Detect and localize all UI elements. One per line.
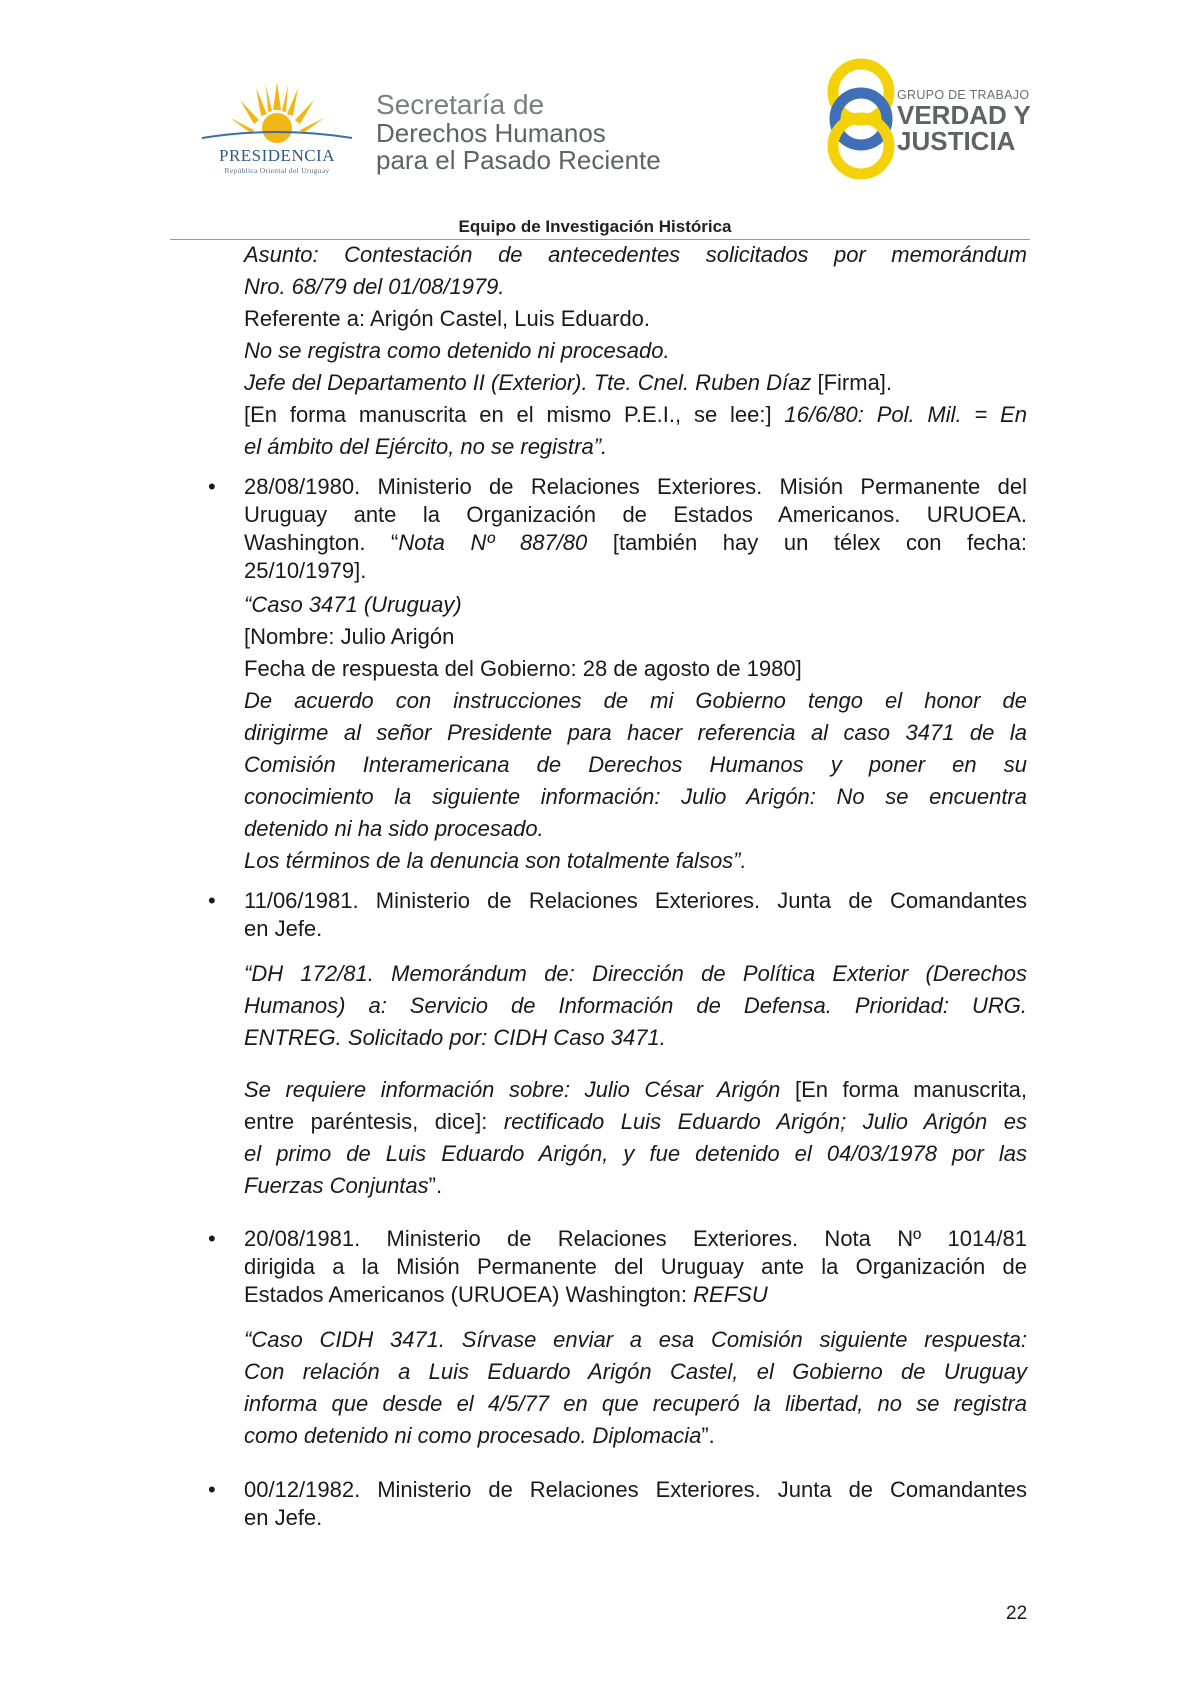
cidh-line-3: informa que desde el 4/5/77 en que recuperó la libertad, no se registra — [244, 1391, 1027, 1416]
gt-line-3: JUSTICIA — [897, 126, 1016, 156]
fuerzas-conjuntas: Fuerzas Conjuntas — [244, 1173, 429, 1198]
requiere-close: ”. — [428, 1173, 443, 1198]
requiere-line-4 — [244, 1170, 1027, 1202]
secretaria-line-1: Secretaría de — [376, 89, 545, 120]
secretaria-logo-text — [376, 90, 661, 174]
dh-memo-line-3: ENTREG. Solicitado por: CIDH Caso 3471. — [244, 1025, 666, 1050]
jefe-italic: Jefe del Departamento II (Exterior). Tte. Cnel. Ruben Díaz — [244, 370, 812, 395]
manuscrita-italic: 16/6/80: Pol. Mil. = En — [784, 402, 1027, 427]
requiere-italic: Se requiere información sobre: Julio César Arigón — [244, 1077, 781, 1102]
manuscrita-prefix: [En forma manuscrita en el mismo P.E.I., se lee:] — [244, 402, 785, 427]
b3-refsu: REFSU — [693, 1282, 768, 1307]
grupo-trabajo-text — [897, 88, 1031, 154]
dh-memo-line-1: “DH 172/81. Memorándum de: Dirección de Política Exterior (Derechos — [244, 961, 1027, 986]
secretaria-line-2: Derechos Humanos — [376, 118, 606, 148]
respuesta-line-2: dirigirme al señor Presidente para hacer referencia al caso 3471 de la — [244, 720, 1027, 745]
cidh-diplomacia: como detenido ni como procesado. Diplomacia — [244, 1423, 702, 1448]
presidencia-label: PRESIDENCIA — [218, 146, 335, 165]
bullet-1-line-3 — [244, 529, 1027, 557]
respuesta-line-5: detenido ni ha sido procesado. — [244, 816, 544, 841]
bullet-3-line-2: dirigida a la Misión Permanente del Uruguay ante la Organización de — [244, 1254, 1027, 1279]
bullet-1-line-2: Uruguay ante la Organización de Estados Americanos. URUOEA. — [244, 502, 1027, 527]
presidencia-subtitle: República Oriental del Uruguay — [224, 166, 330, 175]
gt-line-2: VERDAD Y — [897, 100, 1031, 130]
bullet-1-line-4: 25/10/1979]. — [244, 558, 367, 583]
bullet-2-marker: • — [208, 888, 216, 913]
bullet-4-line-1: 00/12/1982. Ministerio de Relaciones Exteriores. Junta de Comandantes — [244, 1477, 1027, 1502]
bullet-3-marker: • — [208, 1226, 216, 1251]
secretaria-line-3: para el Pasado Reciente — [376, 145, 661, 175]
bullet-2-line-2: en Jefe. — [244, 916, 323, 941]
requiere-parentesis: entre paréntesis, dice]: — [244, 1109, 504, 1134]
fecha-respuesta-line: Fecha de respuesta del Gobierno: 28 de agosto de 1980] — [244, 656, 802, 681]
caso-3471-line: “Caso 3471 (Uruguay) — [244, 592, 462, 617]
b3-estados: Estados Americanos (URUOEA) Washington: — [244, 1282, 694, 1307]
bullet-3-line-1: 20/08/1981. Ministerio de Relaciones Exteriores. Nota Nº 1014/81 — [244, 1226, 1027, 1251]
terminos-line: Los términos de la denuncia son totalmente falsos”. — [244, 848, 747, 873]
referente-line: Referente a: Arigón Castel, Luis Eduardo. — [244, 306, 651, 331]
requiere-manuscrita: [En forma manuscrita, — [780, 1077, 1027, 1102]
jefe-line — [244, 367, 1027, 399]
bullet-1-line-1: 28/08/1980. Ministerio de Relaciones Exteriores. Misión Permanente del — [244, 474, 1027, 499]
cidh-line-2: Con relación a Luis Eduardo Arigón Castel, el Gobierno de Uruguay — [244, 1359, 1027, 1384]
respuesta-line-4: conocimiento la siguiente información: Julio Arigón: No se encuentra — [244, 784, 1027, 809]
requiere-line-3: el primo de Luis Eduardo Arigón, y fue detenido el 04/03/1978 por las — [244, 1141, 1027, 1166]
dh-memo-line-2: Humanos) a: Servicio de Información de Defensa. Prioridad: URG. — [244, 993, 1027, 1018]
gt-line-1: GRUPO DE TRABAJO — [897, 88, 1030, 102]
respuesta-line-1: De acuerdo con instrucciones de mi Gobierno tengo el honor de — [244, 688, 1027, 713]
respuesta-line-3: Comisión Interamericana de Derechos Humanos y poner en su — [244, 752, 1027, 777]
bullet-3-line-3 — [244, 1281, 1027, 1309]
b1-telex: [también hay un télex con fecha: — [587, 530, 1027, 555]
asunto-line-1: Asunto: Contestación de antecedentes solicitados por memorándum — [244, 242, 1027, 267]
bullet-4-marker: • — [208, 1477, 216, 1502]
manuscrita-line-1 — [244, 399, 1027, 431]
bullet-4-line-2: en Jefe. — [244, 1505, 323, 1530]
requiere-line-2 — [244, 1106, 1027, 1138]
jefe-firma: [Firma]. — [811, 370, 893, 395]
requiere-rectificado: rectificado Luis Eduardo Arigón; Julio Arigón es — [503, 1109, 1028, 1134]
bullet-2-line-1: 11/06/1981. Ministerio de Relaciones Exteriores. Junta de Comandantes — [244, 888, 1027, 913]
requiere-line-1 — [244, 1074, 1027, 1106]
asunto-line-2: Nro. 68/79 del 01/08/1979. — [244, 274, 505, 299]
cidh-line-4 — [244, 1420, 1027, 1452]
nombre-line: [Nombre: Julio Arigón — [244, 624, 455, 649]
page-number: 22 — [1006, 1603, 1028, 1624]
verdad-justicia-rings-logo — [818, 56, 904, 182]
b1-washington: Washington. “ — [244, 530, 399, 555]
manuscrita-line-2: el ámbito del Ejército, no se registra”. — [244, 434, 608, 459]
b1-nota: Nota Nº 887/80 — [398, 530, 588, 555]
cidh-line-1: “Caso CIDH 3471. Sírvase enviar a esa Comisión siguiente respuesta: — [244, 1327, 1027, 1352]
bullet-1-marker: • — [208, 474, 216, 499]
cidh-close: ”. — [701, 1423, 715, 1448]
team-title: Equipo de Investigación Histórica — [458, 217, 732, 236]
no-registra-line: No se registra como detenido ni procesado. — [244, 338, 670, 363]
